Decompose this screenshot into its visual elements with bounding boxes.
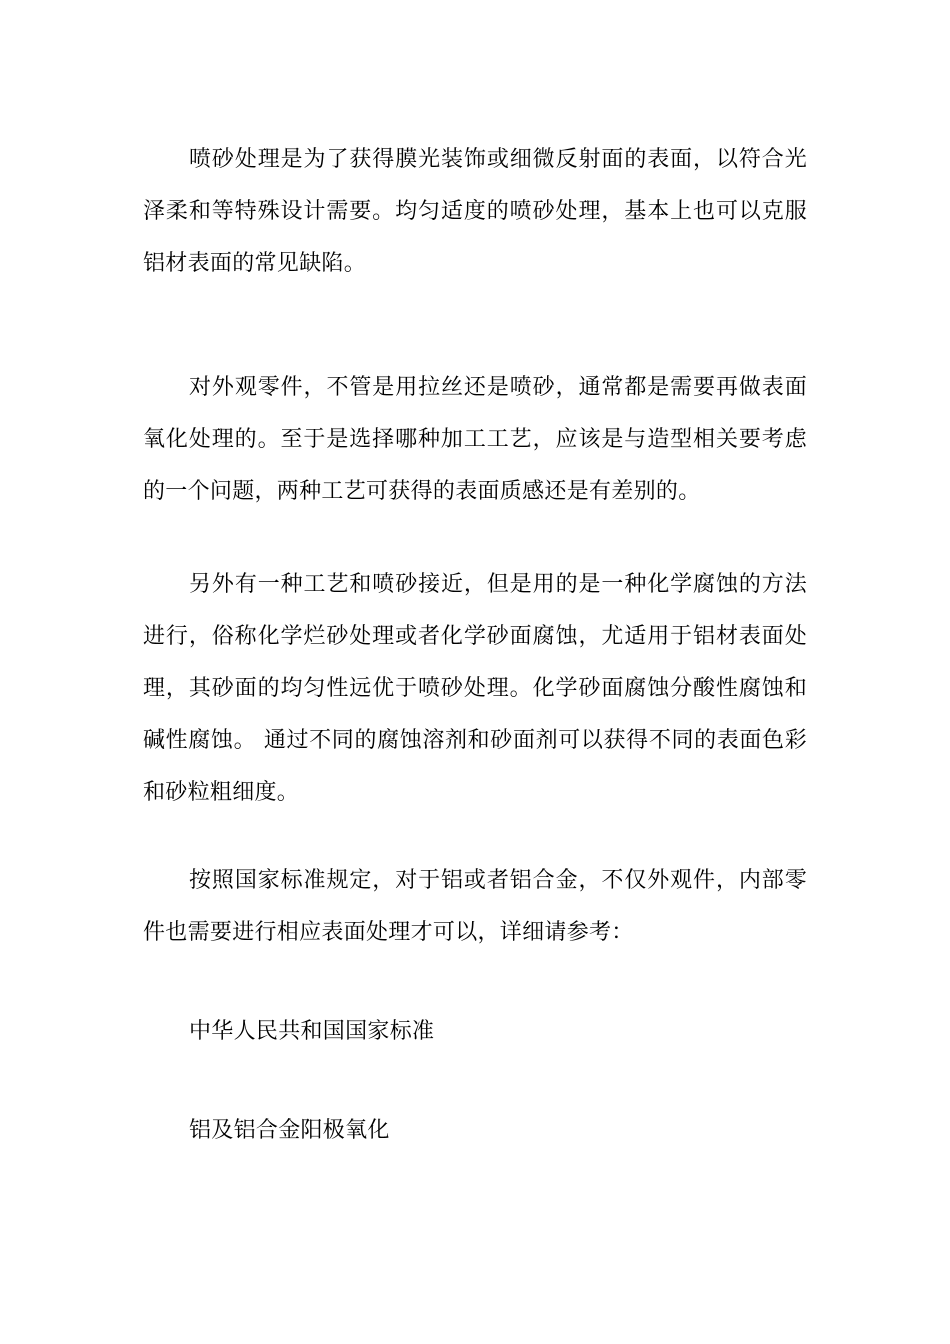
paragraph-chemical-etching: 另外有一种工艺和喷砂接近，但是用的是一种化学腐蚀的方法进行，俗称化学烂砂处理或者化学砂面腐蚀，尤适用于铝材表面处理，其砂面的均匀性远优于喷砂处理。化学砂面腐蚀分酸性腐蚀和碱性腐蚀。 通过不同的腐蚀溶剂和砂面剂可以获得不同的表面色彩和砂粒粗细度。 [143, 572, 807, 805]
paragraph-national-standard: 按照国家标准规定，对于铝或者铝合金，不仅外观件，内部零件也需要进行相应表面处理才可以，详细请参考： [143, 868, 807, 945]
paragraph-standard-title: 中华人民共和国国家标准 [189, 1019, 435, 1044]
paragraph-sandblasting-intro: 喷砂处理是为了获得膜光装饰或细微反射面的表面，以符合光泽柔和等特殊设计需要。均匀适度的喷砂处理，基本上也可以克服铝材表面的常见缺陷。 [143, 147, 807, 276]
paragraph-exterior-parts: 对外观零件，不管是用拉丝还是喷砂，通常都是需要再做表面氧化处理的。至于是选择哪种加工工艺，应该是与造型相关要考虑的一个问题，两种工艺可获得的表面质感还是有差别的。 [143, 375, 807, 504]
paragraph-anodizing-title: 铝及铝合金阳极氧化 [189, 1118, 390, 1143]
